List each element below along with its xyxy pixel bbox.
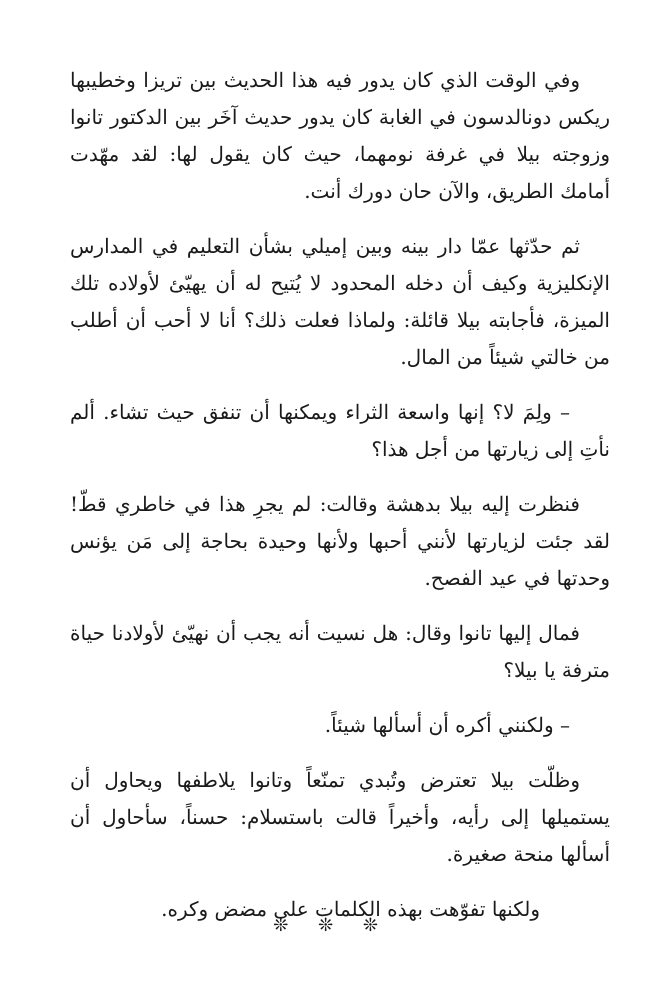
paragraph-8: ولكنها تفوّهت بهذه الكلمات على مضض وكره.: [161, 897, 540, 921]
asterism-icon: ❊: [362, 915, 378, 936]
asterism-icon: ❊: [317, 915, 334, 936]
paragraph-6-dialog: – ولكنني أكره أن أسألها شيئاً.: [324, 713, 570, 737]
paragraph-1: وفي الوقت الذي كان يدور فيه هذا الحديث بين تريزا وخطيبها ريكس دونالدسون في الغابة كان يدور حديث آخَر بين الدكتور تانوا وزوجته بيلا في غرفة نومهما، حيث كان يقول لها: لقد مهّدت أمامك الطريق، والآن حان دورك أنت.: [70, 68, 610, 203]
book-page-text: [70, 62, 610, 946]
paragraph-4: فنظرت إليه بيلا بدهشة وقالت: لم يجرِ هذا في خاطري قطّ! لقد جئت لزيارتها لأنني أحبها ولأنها وحيدة بحاجة إلى مَن يؤنس وحدتها في عيد الفصح.: [70, 492, 610, 590]
paragraph-2: ثم حدّثها عمّا دار بينه وبين إميلي بشأن التعليم في المدارس الإنكليزية وكيف أن دخله المحدود لا يُتيح له أن يهيّئ لأولاده تلك الميزة، فأجابته بيلا قائلة: ولماذا فعلت ذلك؟ أنا لا أحب أن أطلب من خالتي شيئاً من المال.: [70, 234, 610, 369]
paragraph-3-dialog: – ولِمَ لا؟ إنها واسعة الثراء ويمكنها أن تنفق حيث تشاء. ألم نأتِ إلى زيارتها من أجل هذا؟: [70, 400, 610, 461]
asterism-icon: ❊: [273, 915, 289, 936]
paragraph-5: فمال إليها تانوا وقال: هل نسيت أنه يجب أن نهيّئ لأولادنا حياة مترفة يا بيلا؟: [70, 621, 610, 682]
section-separator: [0, 915, 651, 936]
paragraph-7: وظلّت بيلا تعترض وتُبدي تمنّعاً وتانوا يلاطفها ويحاول أن يستميلها إلى رأيه، وأخيراً قالت باستسلام: حسناً، سأحاول أن أسألها منحة صغيرة.: [70, 768, 610, 866]
